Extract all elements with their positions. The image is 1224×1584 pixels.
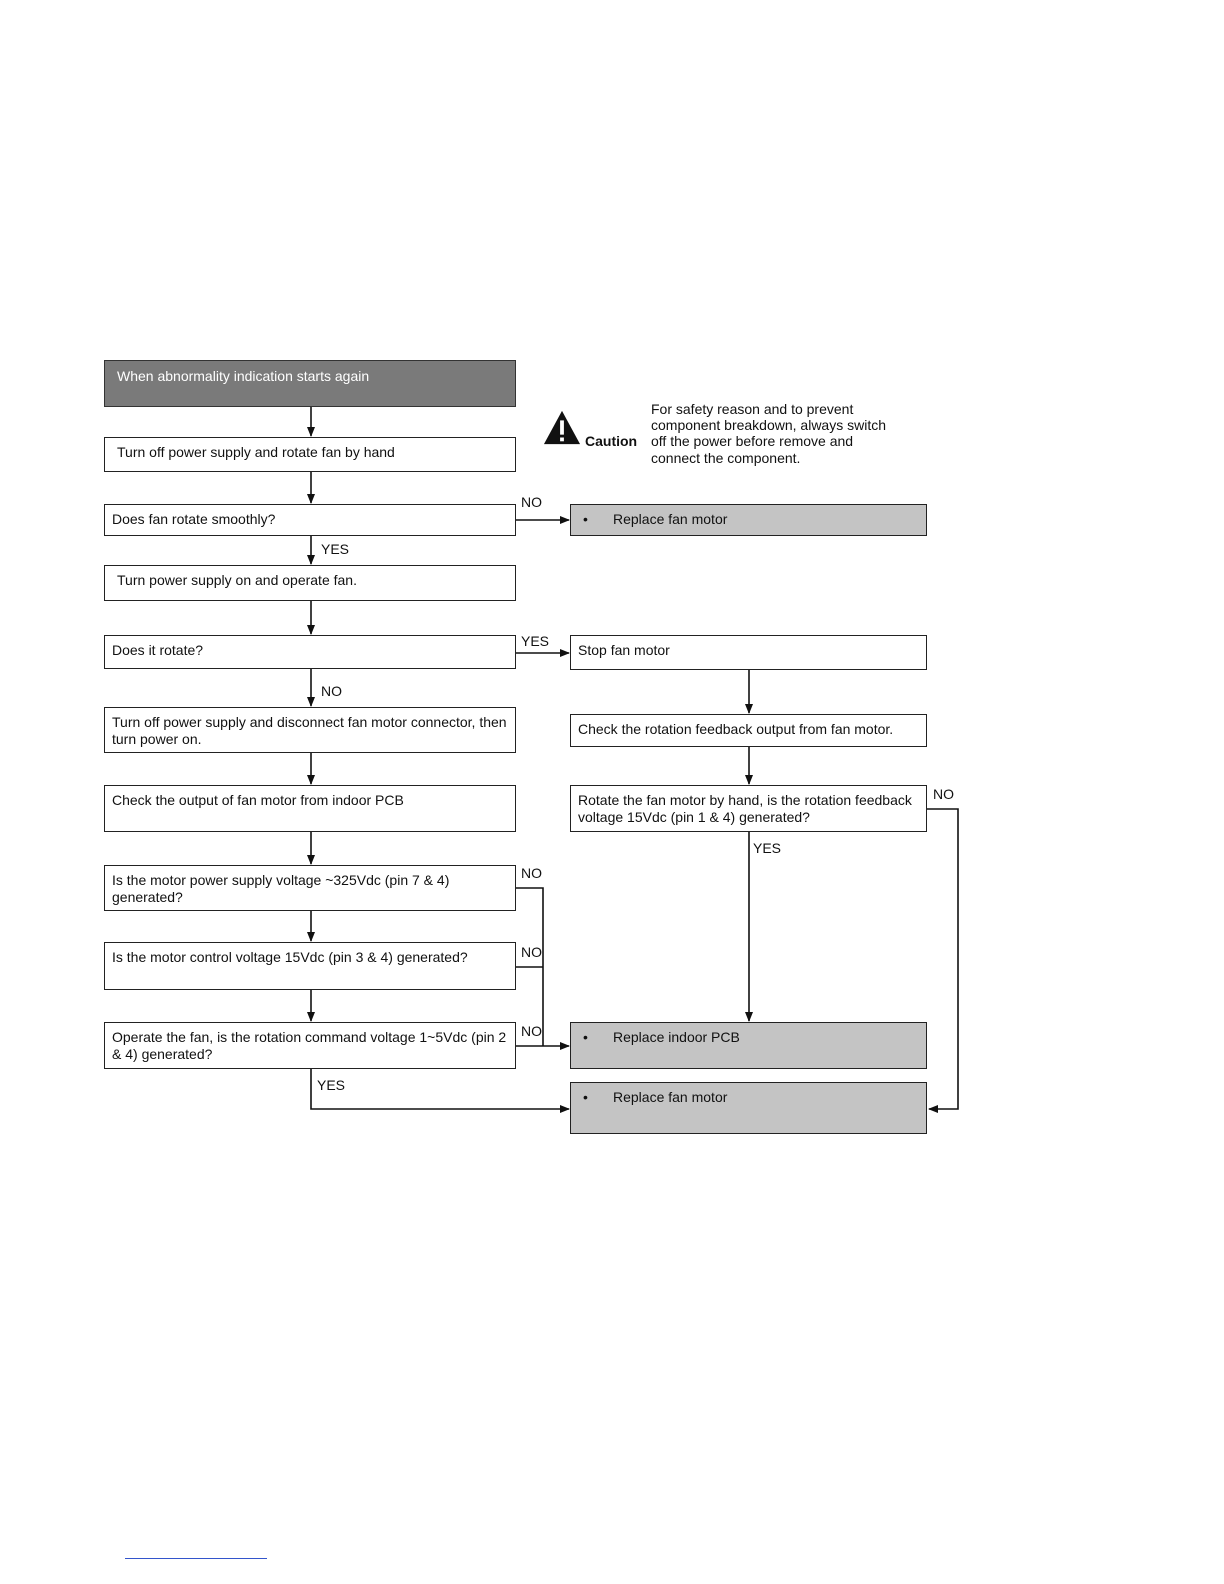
caution-warning-icon: [543, 409, 581, 447]
arrow-command-yes: [311, 1069, 569, 1109]
result-replace-indoor-pcb-text: Replace indoor PCB: [613, 1029, 740, 1045]
footer-divider: [125, 1558, 267, 1559]
start-box: [104, 360, 516, 407]
label-no-power: NO: [521, 865, 542, 881]
label-yes-feedback: YES: [753, 840, 782, 856]
decision-rotate-smoothly: [104, 504, 516, 536]
step-turn-on-operate: [104, 565, 516, 601]
result-replace-fan-motor-top: [570, 504, 927, 536]
label-yes-command: YES: [317, 1077, 346, 1093]
decision-control-voltage-text: Is the motor control voltage 15Vdc (pin 3 & 4) generated?: [112, 949, 468, 965]
step-check-output: [104, 785, 516, 832]
result-replace-fan-motor-top-text: Replace fan motor: [613, 511, 728, 527]
label-no-rotate: NO: [321, 683, 342, 699]
label-no-command: NO: [521, 1023, 542, 1039]
label-no-control: NO: [521, 944, 542, 960]
step-check-feedback: [570, 714, 927, 747]
result-replace-fan-motor-bottom: [570, 1082, 927, 1134]
bullet-icon: •: [583, 1029, 588, 1045]
caution-text: For safety reason and to prevent component breakdown, always switch off the power before remove and connect the component.: [651, 401, 887, 466]
decision-rotate-smoothly-text: Does fan rotate smoothly?: [112, 511, 276, 527]
start-text: When abnormality indication starts again: [117, 368, 370, 384]
step-check-output-text: Check the output of fan motor from indoor PCB: [112, 792, 404, 808]
bullet-icon: •: [583, 511, 588, 527]
decision-rotate-feedback-text: Rotate the fan motor by hand, is the rotation feedback voltage 15Vdc (pin 1 & 4) generated?: [578, 792, 912, 825]
decision-does-it-rotate-text: Does it rotate?: [112, 642, 204, 658]
caution-label: Caution: [585, 433, 638, 449]
step-disconnect-connector: [104, 707, 516, 753]
step-stop-fan-motor: [570, 635, 927, 670]
label-no-smooth: NO: [521, 494, 542, 510]
step-turn-off-rotate-text: Turn off power supply and rotate fan by hand: [117, 444, 395, 460]
step-turn-off-rotate: [104, 437, 516, 472]
decision-power-supply-voltage: [104, 865, 516, 911]
label-yes-rotate: YES: [521, 633, 550, 649]
decision-does-it-rotate: [104, 635, 516, 669]
bullet-icon: •: [583, 1089, 588, 1105]
step-turn-on-operate-text: Turn power supply on and operate fan.: [117, 572, 357, 588]
decision-rotate-feedback: [570, 785, 927, 832]
label-no-feedback: NO: [933, 786, 954, 802]
decision-rotation-command-text: Operate the fan, is the rotation command voltage 1~5Vdc (pin 2 & 4) generated?: [112, 1029, 507, 1062]
arrow-feedback-no: [927, 809, 958, 1109]
decision-rotation-command: [104, 1022, 516, 1069]
result-replace-fan-motor-bottom-text: Replace fan motor: [613, 1089, 728, 1105]
step-stop-fan-motor-text: Stop fan motor: [578, 642, 670, 658]
label-yes-smooth: YES: [321, 541, 350, 557]
result-replace-indoor-pcb: [570, 1022, 927, 1069]
step-check-feedback-text: Check the rotation feedback output from fan motor.: [578, 721, 894, 737]
decision-power-supply-voltage-text: Is the motor power supply voltage ~325Vdc (pin 7 & 4) generated?: [112, 872, 450, 905]
decision-control-voltage: [104, 942, 516, 990]
step-disconnect-connector-text: Turn off power supply and disconnect fan motor connector, then turn power on.: [112, 714, 507, 747]
